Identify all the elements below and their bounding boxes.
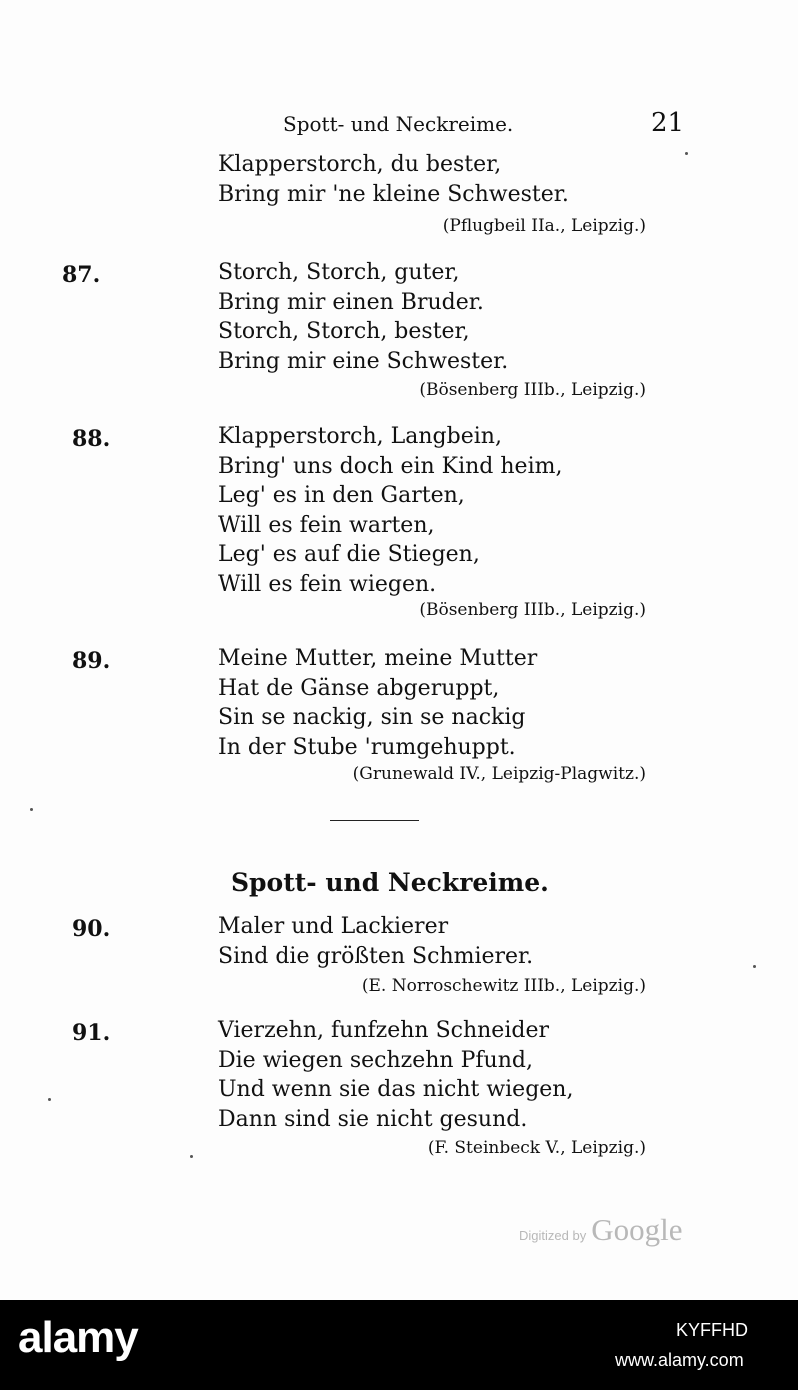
verse-line: Vierzehn, funfzehn Schneider <box>218 1018 549 1043</box>
verse-line: Leg' es auf die Stiegen, <box>218 542 480 567</box>
verse-line: Hat de Gänse abgeruppt, <box>218 675 500 701</box>
verse-line: Storch, Storch, guter, <box>218 260 460 285</box>
source-citation: (Grunewald IV., Leipzig-Plagwitz.) <box>352 764 646 784</box>
verse-lines <box>218 150 569 209</box>
verse-line: Will es fein warten, <box>218 512 435 538</box>
verse-line: Sind die größten Schmierer. <box>218 943 534 969</box>
site-url: www.alamy.com <box>615 1350 744 1370</box>
verse-lines <box>218 912 533 971</box>
digitized-by-google <box>519 1212 683 1248</box>
verse-line: Will es fein wiegen. <box>218 571 437 597</box>
verse-line: In der Stube 'rumgehuppt. <box>218 734 516 760</box>
verse-line: Sin se nackig, sin se nackig <box>218 705 526 730</box>
digitized-prefix: Digitized by <box>519 1228 587 1243</box>
page-number: 21 <box>651 108 685 138</box>
source-citation: (E. Norroschewitz IIIb., Leipzig.) <box>361 976 646 996</box>
alamy-logo: alamy <box>18 1313 138 1362</box>
verse-line: Bring mir 'ne kleine Schwester. <box>218 181 569 207</box>
verse-line: Bring mir einen Bruder. <box>218 289 484 315</box>
running-header: Spott- und Neckreime. <box>283 112 514 136</box>
entry-number: 89. <box>72 648 111 674</box>
verse-line: Bring' uns doch ein Kind heim, <box>218 453 563 479</box>
entry-number: 88. <box>72 426 111 452</box>
verse-line: Die wiegen sechzehn Pfund, <box>218 1047 533 1073</box>
scan-speck <box>685 152 688 155</box>
verse-lines <box>218 1016 573 1134</box>
entry-number: 91. <box>72 1020 111 1046</box>
scan-speck <box>48 1098 51 1101</box>
verse-lines <box>218 644 537 762</box>
verse-lines <box>218 422 562 599</box>
google-wordmark: Google <box>591 1212 683 1247</box>
source-citation: (Pflugbeil IIa., Leipzig.) <box>442 216 646 236</box>
verse-line: Meine Mutter, meine Mutter <box>218 646 538 671</box>
scan-speck <box>190 1155 193 1158</box>
entry-number: 87. <box>62 262 101 288</box>
source-citation: (Bösenberg IIIb., Leipzig.) <box>419 600 646 620</box>
scan-speck <box>30 808 33 811</box>
verse-line: Klapperstorch, du bester, <box>218 152 502 177</box>
source-citation: (Bösenberg IIIb., Leipzig.) <box>419 380 646 400</box>
verse-line: Bring mir eine Schwester. <box>218 348 509 374</box>
source-citation: (F. Steinbeck V., Leipzig.) <box>427 1138 646 1158</box>
verse-line: Storch, Storch, bester, <box>218 319 470 344</box>
section-divider <box>330 820 419 821</box>
scan-speck <box>753 965 756 968</box>
verse-line: Und wenn sie das nicht wiegen, <box>218 1077 574 1102</box>
entry-number: 90. <box>72 916 111 942</box>
section-heading: Spott- und Neckreime. <box>231 868 549 897</box>
verse-lines <box>218 258 508 376</box>
verse-line: Klapperstorch, Langbein, <box>218 424 502 449</box>
verse-line: Maler und Lackierer <box>218 914 449 939</box>
image-id: KYFFHD <box>676 1320 748 1340</box>
verse-line: Dann sind sie nicht gesund. <box>218 1106 528 1132</box>
verse-line: Leg' es in den Garten, <box>218 483 465 508</box>
